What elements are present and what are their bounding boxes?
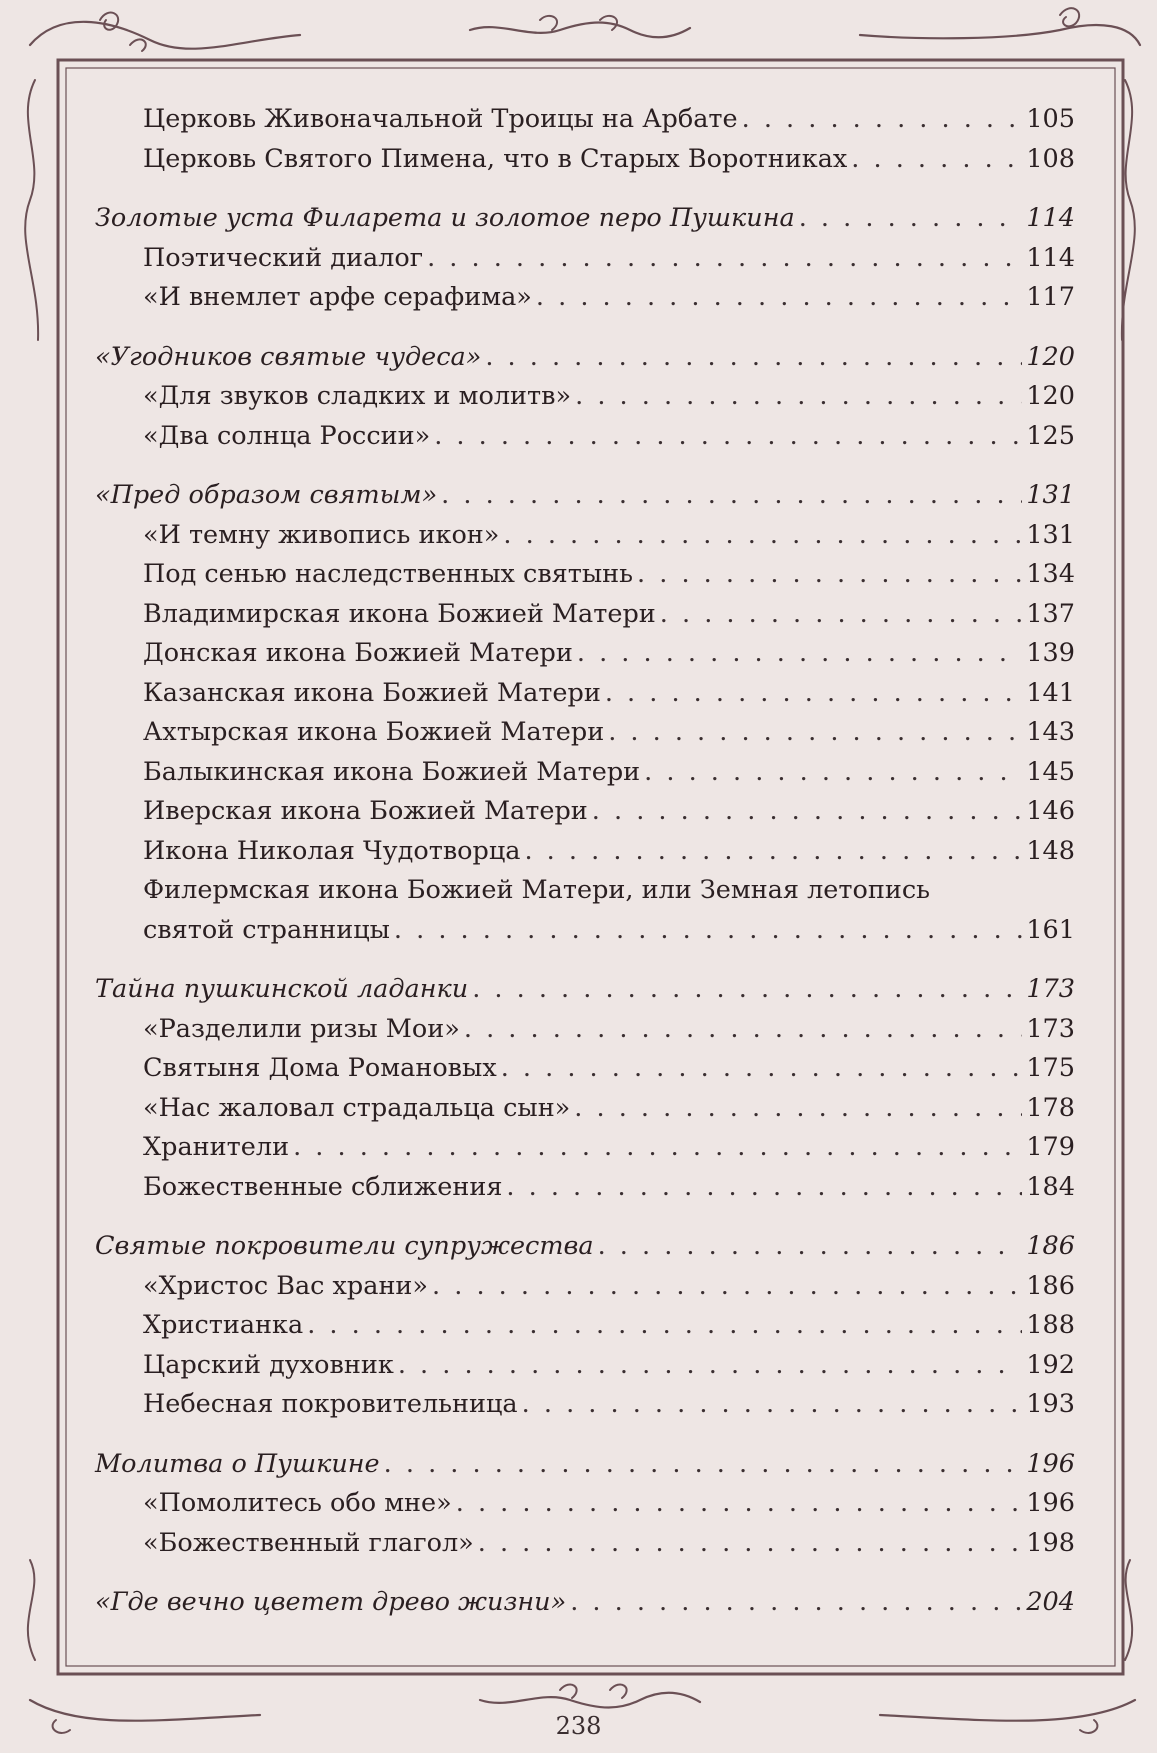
toc-subentry xyxy=(95,1267,1075,1307)
dot-leader xyxy=(456,1484,1023,1524)
toc-subentry xyxy=(95,1010,1075,1050)
entry-title: «Христос Вас храни» xyxy=(143,1270,429,1301)
entry-page-number: 139 xyxy=(1026,638,1075,668)
entry-title: Молитва о Пушкине xyxy=(95,1448,380,1479)
entry-page-number: 131 xyxy=(1026,480,1075,510)
entry-page-number: 198 xyxy=(1026,1527,1075,1558)
dot-leader xyxy=(574,1089,1022,1129)
toc-chapter-entry xyxy=(95,1583,1075,1623)
entry-title: Церковь Живоначальной Троицы на Арбате xyxy=(143,104,738,134)
toc-subentry xyxy=(95,634,1075,674)
dot-leader xyxy=(605,674,1023,714)
dot-leader xyxy=(536,278,1022,318)
entry-page-number: 134 xyxy=(1026,559,1075,589)
entry-title: Церковь Святого Пимена, что в Старых Воротниках xyxy=(143,143,848,174)
entry-title: Поэтический диалог xyxy=(143,242,424,273)
dot-leader xyxy=(501,1049,1023,1089)
entry-title: Филермская икона Божией Матери, или Земная летопись xyxy=(143,875,931,905)
dot-leader xyxy=(524,832,1022,872)
toc-subentry xyxy=(95,911,1075,951)
toc-subentry xyxy=(95,1168,1075,1208)
toc-subentry xyxy=(95,555,1075,595)
dot-leader xyxy=(384,1445,1023,1485)
toc-subentry xyxy=(95,140,1075,180)
entry-title: «Для звуков сладких и молитв» xyxy=(143,381,572,411)
dot-leader xyxy=(432,1267,1022,1307)
toc-section xyxy=(95,970,1075,1207)
entry-page-number: 125 xyxy=(1026,420,1075,451)
entry-page-number: 179 xyxy=(1026,1132,1075,1162)
entry-title: «И темну живопись икон» xyxy=(143,519,500,550)
toc-subentry xyxy=(95,1306,1075,1346)
entry-page-number: 184 xyxy=(1026,1171,1075,1202)
entry-page-number: 186 xyxy=(1026,1231,1075,1261)
entry-title: Святые покровители супружества xyxy=(95,1231,594,1261)
dot-leader xyxy=(598,1227,1023,1267)
entry-title: «Пред образом святым» xyxy=(95,480,438,510)
entry-title: Хранители xyxy=(143,1132,290,1162)
toc-section xyxy=(95,199,1075,318)
dot-leader xyxy=(570,1583,1022,1623)
entry-page-number: 120 xyxy=(1026,341,1075,372)
dot-leader xyxy=(472,970,1022,1010)
toc-subentry xyxy=(95,595,1075,635)
dot-leader xyxy=(398,1346,1023,1386)
entry-title: «Два солнца России» xyxy=(143,420,431,451)
entry-title: Под сенью наследственных святынь xyxy=(143,559,634,589)
toc-subentry xyxy=(95,792,1075,832)
toc-subentry xyxy=(95,1484,1075,1524)
entry-page-number: 193 xyxy=(1026,1389,1075,1419)
entry-title: Ахтырская икона Божией Матери xyxy=(143,717,605,747)
dot-leader xyxy=(503,516,1022,556)
dot-leader xyxy=(577,634,1022,674)
toc-chapter-entry xyxy=(95,970,1075,1010)
dot-leader xyxy=(644,753,1022,793)
toc-chapter-entry xyxy=(95,338,1075,378)
toc-subentry xyxy=(95,278,1075,318)
entry-title: Казанская икона Божией Матери xyxy=(143,677,601,708)
entry-title: «Угодников святые чудеса» xyxy=(95,341,482,372)
dot-leader xyxy=(575,377,1022,417)
dot-leader xyxy=(485,338,1022,378)
entry-title: Владимирская икона Божией Матери xyxy=(143,598,656,629)
toc-subentry xyxy=(95,100,1075,140)
entry-title: «Помолитесь обо мне» xyxy=(143,1488,452,1518)
toc-chapter-entry xyxy=(95,199,1075,239)
toc-subentry xyxy=(95,239,1075,279)
entry-page-number: 196 xyxy=(1026,1488,1075,1518)
entry-page-number: 137 xyxy=(1026,598,1075,629)
entry-page-number: 196 xyxy=(1026,1448,1075,1479)
entry-page-number: 105 xyxy=(1026,104,1075,134)
dot-leader xyxy=(660,595,1023,635)
entry-title: Христианка xyxy=(143,1310,304,1340)
toc-subentry xyxy=(95,377,1075,417)
dot-leader xyxy=(434,417,1022,457)
entry-title: Небесная покровительница xyxy=(143,1389,518,1419)
toc-subentry xyxy=(95,1089,1075,1129)
dot-leader xyxy=(592,792,1023,832)
dot-leader xyxy=(637,555,1022,595)
dot-leader xyxy=(427,239,1022,279)
toc-subentry xyxy=(95,832,1075,872)
toc-subentry xyxy=(95,713,1075,753)
entry-page-number: 143 xyxy=(1026,717,1075,747)
entry-page-number: 120 xyxy=(1026,381,1075,411)
entry-title: Божественные сближения xyxy=(143,1171,503,1202)
entry-page-number: 108 xyxy=(1026,143,1075,174)
toc-section xyxy=(95,338,1075,457)
entry-page-number: 131 xyxy=(1026,519,1075,550)
toc-section xyxy=(95,1445,1075,1564)
toc-section xyxy=(95,1227,1075,1425)
entry-page-number: 114 xyxy=(1026,242,1075,273)
dot-leader xyxy=(293,1128,1022,1168)
toc-subentry xyxy=(95,753,1075,793)
entry-title: «Нас жаловал страдальца сын» xyxy=(143,1092,571,1123)
toc-subentry xyxy=(95,516,1075,556)
dot-leader xyxy=(799,199,1023,239)
entry-page-number: 141 xyxy=(1026,677,1075,708)
entry-title: Донская икона Божией Матери xyxy=(143,638,573,668)
toc-subentry xyxy=(95,1128,1075,1168)
toc-subentry xyxy=(95,871,1075,911)
entry-page-number: 148 xyxy=(1026,835,1075,866)
entry-page-number: 178 xyxy=(1026,1092,1075,1123)
toc-chapter-entry xyxy=(95,1227,1075,1267)
entry-title: святой странницы xyxy=(143,914,390,945)
entry-title: Балыкинская икона Божией Матери xyxy=(143,756,641,787)
entry-title: Икона Николая Чудотворца xyxy=(143,835,521,866)
toc-subentry xyxy=(95,1524,1075,1564)
entry-page-number: 161 xyxy=(1026,914,1075,945)
entry-title: Святыня Дома Романовых xyxy=(143,1053,497,1083)
dot-leader xyxy=(522,1385,1023,1425)
toc-subentry xyxy=(95,1049,1075,1089)
entry-title: Золотые уста Филарета и золотое перо Пушкина xyxy=(95,203,795,233)
entry-page-number: 173 xyxy=(1026,974,1075,1004)
toc-section xyxy=(95,1583,1075,1623)
dot-leader xyxy=(307,1306,1022,1346)
entry-title: Иверская икона Божией Матери xyxy=(143,796,588,826)
dot-leader xyxy=(851,140,1022,180)
toc-chapter-entry xyxy=(95,476,1075,516)
toc-subentry xyxy=(95,1385,1075,1425)
dot-leader xyxy=(608,713,1022,753)
entry-title: «Разделили ризы Мои» xyxy=(143,1013,460,1044)
entry-page-number: 146 xyxy=(1026,796,1075,826)
dot-leader xyxy=(506,1168,1022,1208)
toc-section xyxy=(95,100,1075,179)
entry-title: «Где вечно цветет древо жизни» xyxy=(95,1587,567,1617)
toc-subentry xyxy=(95,1346,1075,1386)
entry-title: «Божественный глагол» xyxy=(143,1527,474,1558)
entry-page-number: 145 xyxy=(1026,756,1075,787)
entry-title: Царский духовник xyxy=(143,1349,394,1380)
toc-section xyxy=(95,476,1075,950)
dot-leader xyxy=(441,476,1022,516)
entry-title: «И внемлет арфе серафима» xyxy=(143,282,532,312)
dot-leader xyxy=(394,911,1022,951)
toc-subentry xyxy=(95,417,1075,457)
table-of-contents xyxy=(95,100,1075,1643)
toc-chapter-entry xyxy=(95,1445,1075,1485)
entry-title: Тайна пушкинской ладанки xyxy=(95,974,469,1004)
entry-page-number: 173 xyxy=(1026,1013,1075,1044)
page-number: 238 xyxy=(555,1712,602,1740)
dot-leader xyxy=(464,1010,1022,1050)
dot-leader xyxy=(478,1524,1023,1564)
entry-page-number: 186 xyxy=(1026,1270,1075,1301)
dot-leader xyxy=(742,100,1023,140)
entry-page-number: 114 xyxy=(1026,203,1075,233)
entry-page-number: 117 xyxy=(1026,282,1075,312)
entry-page-number: 175 xyxy=(1026,1053,1075,1083)
entry-page-number: 204 xyxy=(1026,1587,1075,1617)
toc-subentry xyxy=(95,674,1075,714)
entry-page-number: 188 xyxy=(1026,1310,1075,1340)
entry-page-number: 192 xyxy=(1026,1349,1075,1380)
